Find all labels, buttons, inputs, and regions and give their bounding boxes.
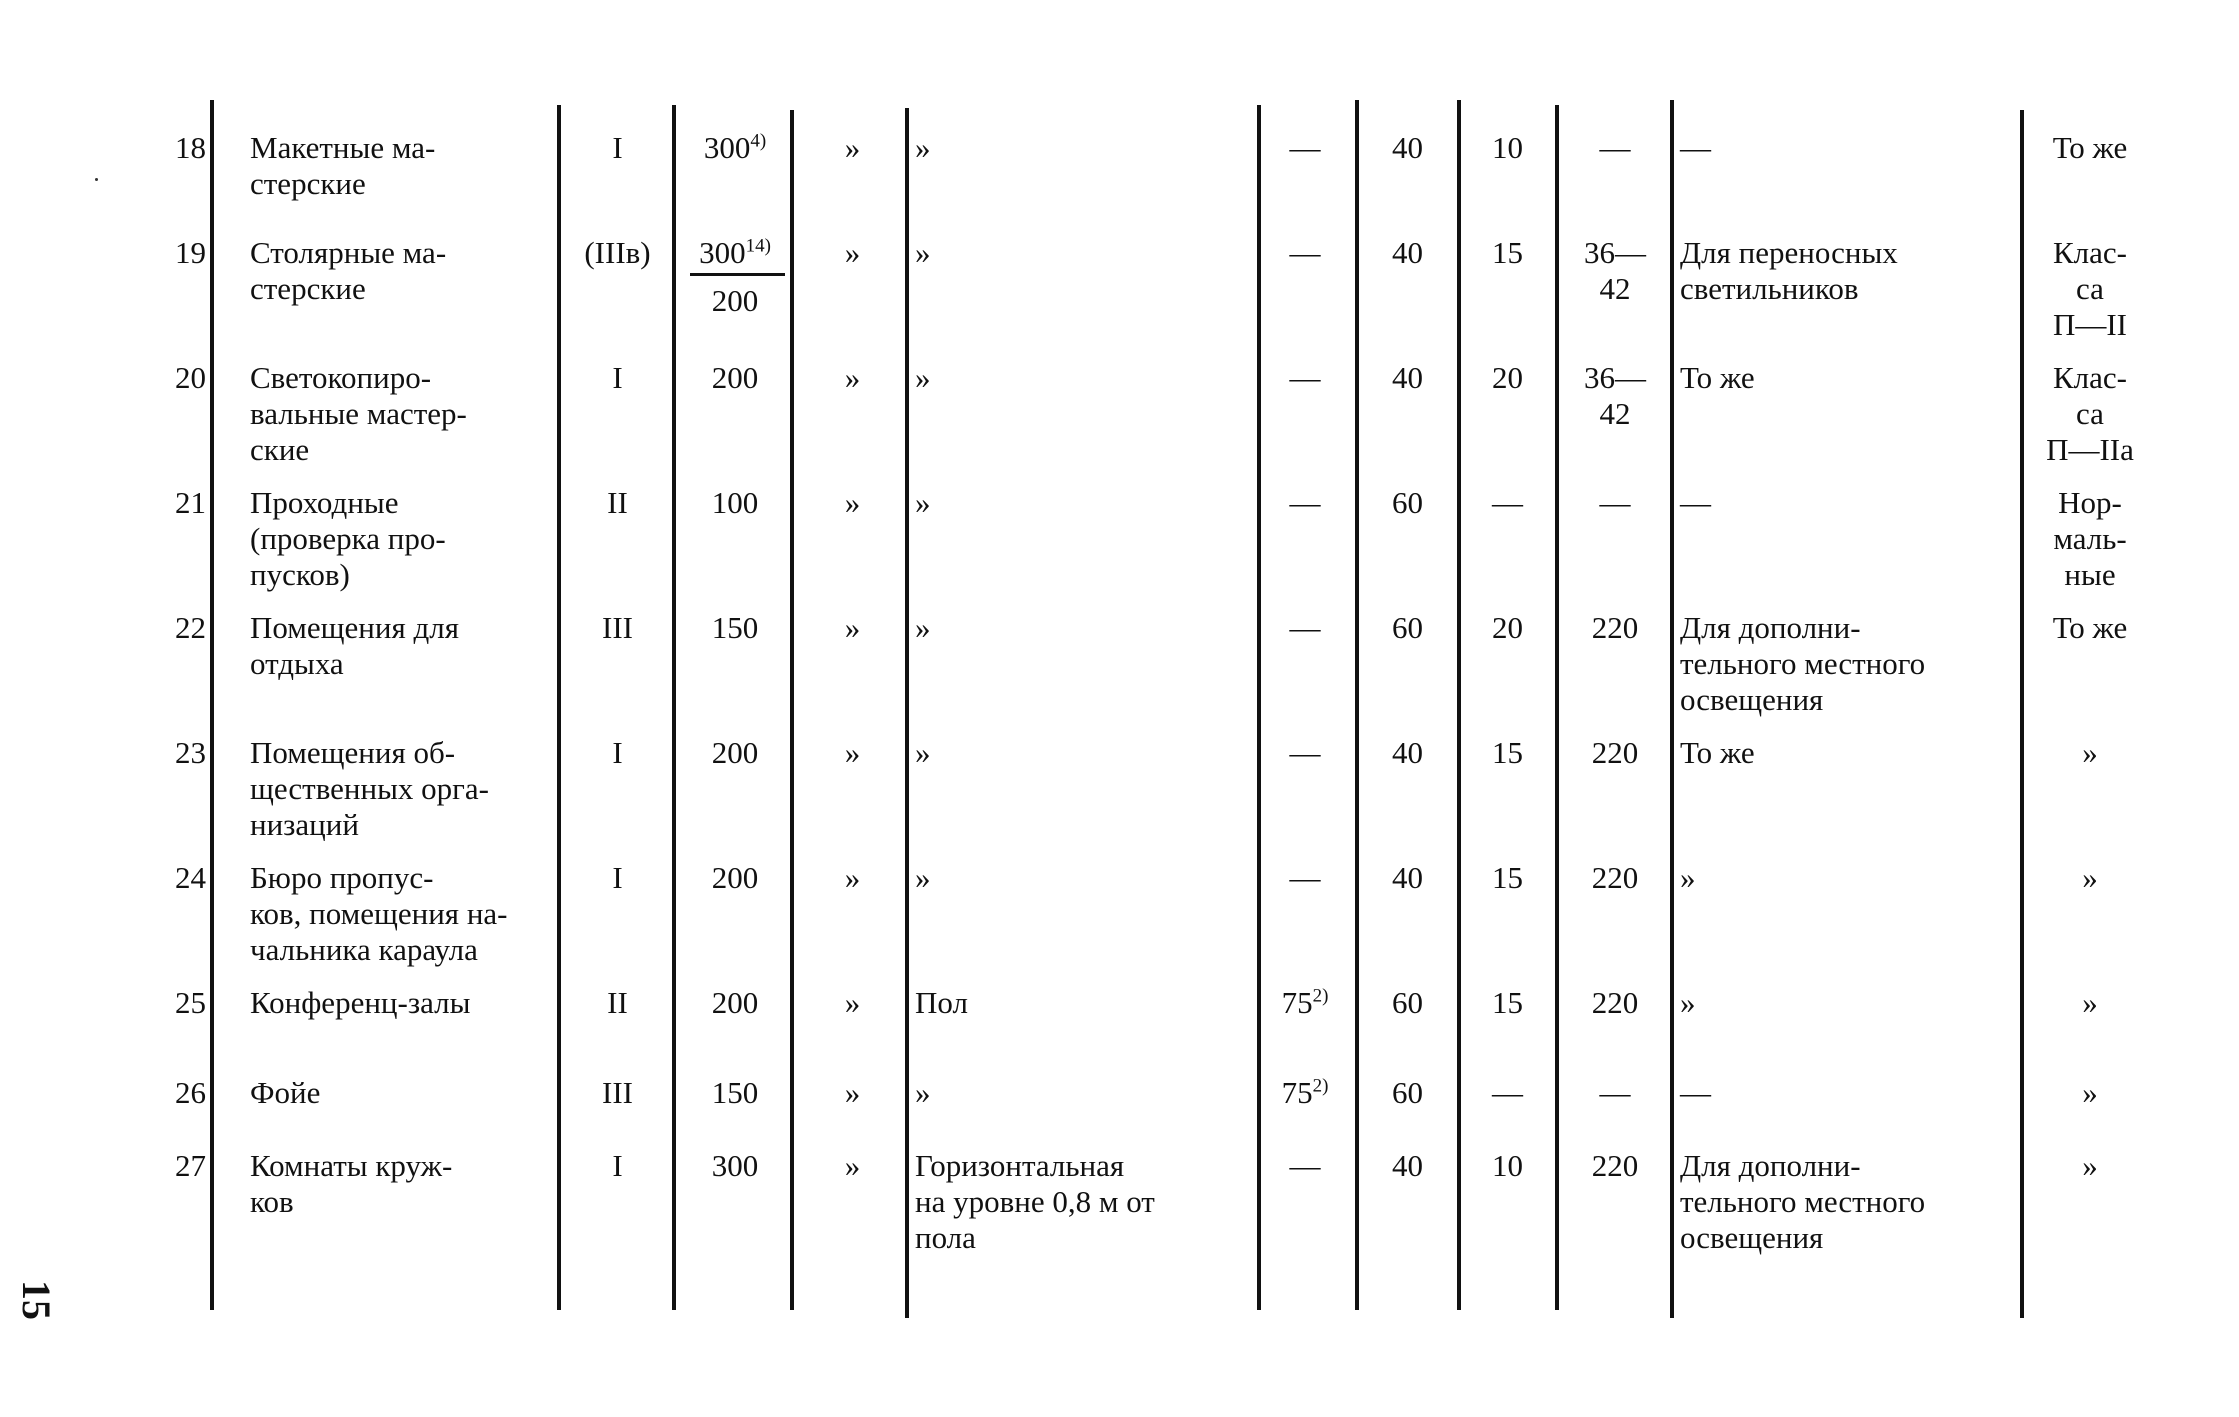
cell-note [1680, 1148, 2005, 1256]
cell-n [150, 130, 206, 166]
c6-text: — [1289, 1148, 1321, 1183]
page-number: 15 [14, 1280, 59, 1320]
cat-text: I [612, 735, 623, 770]
cell-surf [915, 610, 1245, 646]
cell-c8 [1460, 610, 1555, 646]
note-text: — [1680, 1075, 1711, 1110]
column-divider [210, 100, 214, 1310]
cell-n [150, 235, 206, 271]
cell-c6 [1255, 735, 1355, 771]
cat-text: I [612, 130, 623, 165]
cat-text: I [612, 1148, 623, 1183]
cell-c8 [1460, 1148, 1555, 1184]
volt-text: 220 [1591, 610, 1639, 645]
cell-c8 [1460, 130, 1555, 166]
c8-text: 10 [1492, 1148, 1523, 1183]
cell-name [250, 360, 545, 468]
cls-text: То же [2052, 130, 2128, 165]
cell-cls [2025, 985, 2155, 1021]
c4-text: » [844, 360, 861, 395]
cell-name [250, 1148, 545, 1220]
column-divider [1670, 100, 1674, 1318]
cell-cls [2025, 1075, 2155, 1111]
cell-c7 [1360, 610, 1455, 646]
cell-c6 [1255, 610, 1355, 646]
n-text: 25 [175, 985, 206, 1020]
cat-text: I [612, 860, 623, 895]
surf-text: » [915, 235, 931, 270]
cell-c6 [1255, 130, 1355, 166]
name-text: Макетные ма- стерские [250, 130, 436, 201]
cell-c7 [1360, 735, 1455, 771]
surf-text: » [915, 860, 931, 895]
cell-name [250, 735, 545, 843]
c8-text: 20 [1492, 360, 1523, 395]
cls-text: » [2082, 860, 2098, 895]
cell-name [250, 235, 545, 307]
cell-c7 [1360, 860, 1455, 896]
lux-text: 150 [711, 1075, 759, 1110]
cell-c4 [795, 860, 910, 896]
cell-note [1680, 610, 2005, 718]
cell-n [150, 360, 206, 396]
c4-text: » [844, 1075, 861, 1110]
cell-c4 [795, 485, 910, 521]
cell-n [150, 1148, 206, 1184]
surf-text: » [915, 130, 931, 165]
cell-n [150, 985, 206, 1021]
lux-text: 200 [711, 860, 759, 895]
n-text: 21 [175, 485, 206, 520]
c7-text: 40 [1392, 735, 1423, 770]
cell-name [250, 610, 545, 682]
volt-text: 220 [1591, 735, 1639, 770]
cell-cat [565, 985, 670, 1021]
c4-text: » [844, 985, 861, 1020]
c7-text: 60 [1392, 985, 1423, 1020]
cls-text: Клас- са П—IIа [2046, 360, 2134, 467]
cat-text: I [612, 360, 623, 395]
n-text: 24 [175, 860, 206, 895]
cell-c6 [1255, 1148, 1355, 1184]
volt-text: — [1599, 485, 1631, 520]
cell-cat [565, 735, 670, 771]
c4-text: » [844, 235, 861, 270]
cat-text: III [602, 1075, 633, 1110]
note-text: Для дополни- тельного местного освещения [1680, 610, 1926, 717]
cell-lux [680, 1148, 790, 1184]
cell-cat [565, 360, 670, 396]
cell-note [1680, 985, 2005, 1021]
surf-text: » [915, 485, 931, 520]
cell-lux [680, 985, 790, 1021]
column-divider [1555, 105, 1559, 1310]
cell-surf [915, 985, 1245, 1021]
c8-text: 15 [1492, 985, 1523, 1020]
cell-c7 [1360, 1148, 1455, 1184]
cell-note [1680, 860, 2005, 896]
cell-c4 [795, 610, 910, 646]
surf-text: Горизонтальная на уровне 0,8 м от пола [915, 1148, 1155, 1255]
n-text: 23 [175, 735, 206, 770]
cell-c6 [1255, 360, 1355, 396]
cls-text: » [2082, 735, 2098, 770]
cell-c6 [1255, 235, 1355, 271]
c7-text: 40 [1392, 130, 1423, 165]
cell-surf [915, 235, 1245, 271]
cell-n [150, 735, 206, 771]
cell-cat [565, 610, 670, 646]
cell-note [1680, 360, 2005, 396]
cell-c7 [1360, 360, 1455, 396]
cell-c8 [1460, 1075, 1555, 1111]
fraction-bar [690, 273, 785, 276]
cell-volt [1560, 235, 1670, 307]
c6-text: — [1289, 860, 1321, 895]
column-divider [557, 105, 561, 1310]
name-text: Помещения для отдыха [250, 610, 459, 681]
c6-footnote: 2) [1312, 985, 1329, 1007]
note-text: То же [1680, 735, 1755, 770]
cell-cls [2025, 360, 2155, 468]
note-text: » [1680, 860, 1696, 895]
cell-n [150, 860, 206, 896]
cell-surf [915, 860, 1245, 896]
c7-text: 40 [1392, 360, 1423, 395]
volt-text: 36— 42 [1584, 360, 1646, 431]
cell-cat [565, 1148, 670, 1184]
column-divider [905, 108, 909, 1318]
cell-lux [680, 1075, 790, 1111]
lux-text: 100 [711, 485, 759, 520]
cell-c7 [1360, 485, 1455, 521]
volt-text: 220 [1591, 860, 1639, 895]
column-divider [1457, 100, 1461, 1310]
cell-c8 [1460, 235, 1555, 271]
c6-text: 75 [1281, 985, 1313, 1020]
n-text: 22 [175, 610, 206, 645]
lux-text: 200 [711, 360, 759, 395]
cell-c7 [1360, 235, 1455, 271]
cell-cls [2025, 1148, 2155, 1184]
cell-cls [2025, 610, 2155, 646]
cell-c6 [1255, 1075, 1355, 1111]
column-divider [790, 110, 794, 1310]
cell-lux [680, 485, 790, 521]
cell-name [250, 130, 545, 202]
cell-c4 [795, 130, 910, 166]
cell-c7 [1360, 1075, 1455, 1111]
surf-text: » [915, 360, 931, 395]
c7-text: 60 [1392, 610, 1423, 645]
cell-lux [680, 130, 790, 166]
cell-c4 [795, 1075, 910, 1111]
cls-text: Нор- маль- ные [2053, 485, 2127, 592]
cell-name [250, 485, 545, 593]
n-text: 20 [175, 360, 206, 395]
volt-text: 220 [1591, 1148, 1639, 1183]
c6-text: — [1289, 235, 1321, 270]
lux-text: 200 [711, 985, 759, 1020]
volt-text: 36— 42 [1584, 235, 1646, 306]
note-text: Для дополни- тельного местного освещения [1680, 1148, 1926, 1255]
cell-c8 [1460, 485, 1555, 521]
cell-c6 [1255, 860, 1355, 896]
cell-name [250, 860, 545, 968]
surf-text: » [915, 1075, 931, 1110]
cell-cls [2025, 735, 2155, 771]
name-text: Бюро пропус- ков, помещения на- чальника караула [250, 860, 508, 967]
cell-c8 [1460, 860, 1555, 896]
c8-text: — [1492, 1075, 1523, 1110]
cat-text: III [602, 610, 633, 645]
c8-text: — [1492, 485, 1523, 520]
cell-volt [1560, 130, 1670, 166]
name-text: Фойе [250, 1075, 321, 1110]
name-text: Конференц-залы [250, 985, 471, 1020]
cell-c7 [1360, 130, 1455, 166]
name-text: Комнаты круж- ков [250, 1148, 453, 1219]
n-text: 27 [175, 1148, 206, 1183]
name-text: Помещения об- щественных орга- низаций [250, 735, 489, 842]
n-text: 26 [175, 1075, 206, 1110]
lux-text: 300 [711, 1148, 759, 1183]
cell-volt [1560, 610, 1670, 646]
cell-volt [1560, 860, 1670, 896]
cell-cat [565, 485, 670, 521]
cell-c8 [1460, 360, 1555, 396]
c4-text: » [844, 130, 861, 165]
note-text: — [1680, 485, 1711, 520]
cell-c6 [1255, 985, 1355, 1021]
cell-volt [1560, 735, 1670, 771]
cell-lux [680, 235, 790, 271]
c8-text: 15 [1492, 235, 1523, 270]
lux-text: 300 [699, 235, 746, 270]
cell-cls [2025, 130, 2155, 166]
surf-text: » [915, 610, 931, 645]
note-text: Для переносных светильников [1680, 235, 1898, 306]
cell-cls [2025, 235, 2155, 343]
surf-text: Пол [915, 985, 968, 1020]
c7-text: 40 [1392, 1148, 1423, 1183]
cls-text: » [2082, 1148, 2098, 1183]
lux-footnote: 14) [745, 235, 771, 257]
volt-text: — [1599, 130, 1631, 165]
c4-text: » [844, 485, 861, 520]
cell-lux [680, 610, 790, 646]
cell-note [1680, 485, 2005, 521]
c6-text: — [1289, 360, 1321, 395]
cell-note [1680, 1075, 2005, 1111]
column-divider [2020, 110, 2024, 1318]
c6-text: — [1289, 735, 1321, 770]
cell-volt [1560, 985, 1670, 1021]
c7-text: 60 [1392, 485, 1423, 520]
cell-n [150, 1075, 206, 1111]
c8-text: 20 [1492, 610, 1523, 645]
cell-volt [1560, 1148, 1670, 1184]
cell-cls [2025, 485, 2155, 593]
note-text: То же [1680, 360, 1755, 395]
cell-n [150, 485, 206, 521]
cell-cat [565, 235, 670, 271]
cell-cat [565, 130, 670, 166]
cell-surf [915, 130, 1245, 166]
c8-text: 15 [1492, 735, 1523, 770]
cell-c8 [1460, 985, 1555, 1021]
cell-n [150, 610, 206, 646]
cell-cat [565, 1075, 670, 1111]
c4-text: » [844, 735, 861, 770]
cell-volt [1560, 485, 1670, 521]
c6-text: 75 [1281, 1075, 1313, 1110]
cell-surf [915, 1148, 1245, 1256]
c4-text: » [844, 610, 861, 645]
cell-lux [680, 860, 790, 896]
cell-c4 [795, 735, 910, 771]
note-text: — [1680, 130, 1711, 165]
cell-c8 [1460, 735, 1555, 771]
c6-text: — [1289, 610, 1321, 645]
cell-c4 [795, 235, 910, 271]
lux-text: 150 [711, 610, 759, 645]
cell-cat [565, 860, 670, 896]
name-text: Светокопиро- вальные мастер- ские [250, 360, 467, 467]
column-divider [1355, 100, 1359, 1310]
cell-lux [680, 735, 790, 771]
c8-text: 15 [1492, 860, 1523, 895]
n-text: 18 [175, 130, 206, 165]
cell-volt [1560, 1075, 1670, 1111]
name-text: Проходные (проверка про- пусков) [250, 485, 446, 592]
cell-name [250, 1075, 545, 1111]
cls-text: » [2082, 1075, 2098, 1110]
cell-surf [915, 1075, 1245, 1111]
surf-text: » [915, 735, 931, 770]
cat-text: (IIIв) [584, 235, 651, 270]
name-text: Столярные ма- стерские [250, 235, 447, 306]
note-text: » [1680, 985, 1696, 1020]
cell-c4 [795, 1148, 910, 1184]
cell-surf [915, 485, 1245, 521]
cell-surf [915, 360, 1245, 396]
cell-name [250, 985, 545, 1021]
c7-text: 40 [1392, 235, 1423, 270]
column-divider [672, 105, 676, 1310]
c4-text: » [844, 1148, 861, 1183]
cell-c4 [795, 985, 910, 1021]
cell-note [1680, 235, 2005, 307]
c4-text: » [844, 860, 861, 895]
cell-note [1680, 735, 2005, 771]
column-divider [1257, 105, 1261, 1310]
c6-text: — [1289, 485, 1321, 520]
c7-text: 40 [1392, 860, 1423, 895]
cls-text: То же [2052, 610, 2128, 645]
lux-footnote: 4) [750, 130, 767, 152]
cat-text: II [607, 985, 628, 1020]
cell-lux [680, 360, 790, 396]
c7-text: 60 [1392, 1075, 1423, 1110]
cls-text: » [2082, 985, 2098, 1020]
cell-volt [1560, 360, 1670, 432]
cell-c6 [1255, 485, 1355, 521]
cell-c4 [795, 360, 910, 396]
lux-text: 200 [711, 735, 759, 770]
c6-footnote: 2) [1312, 1075, 1329, 1097]
c8-text: 10 [1492, 130, 1523, 165]
cell-surf [915, 735, 1245, 771]
c6-text: — [1289, 130, 1321, 165]
cell-note [1680, 130, 2005, 166]
volt-text: — [1599, 1075, 1631, 1110]
lux-text: 300 [703, 130, 751, 165]
cell-c7 [1360, 985, 1455, 1021]
cls-text: Клас- са П—II [2052, 235, 2128, 342]
volt-text: 220 [1591, 985, 1639, 1020]
scan-speck [95, 178, 98, 181]
n-text: 19 [175, 235, 206, 270]
cat-text: II [607, 485, 628, 520]
lux-denominator: 200 [711, 283, 759, 318]
cell-cls [2025, 860, 2155, 896]
